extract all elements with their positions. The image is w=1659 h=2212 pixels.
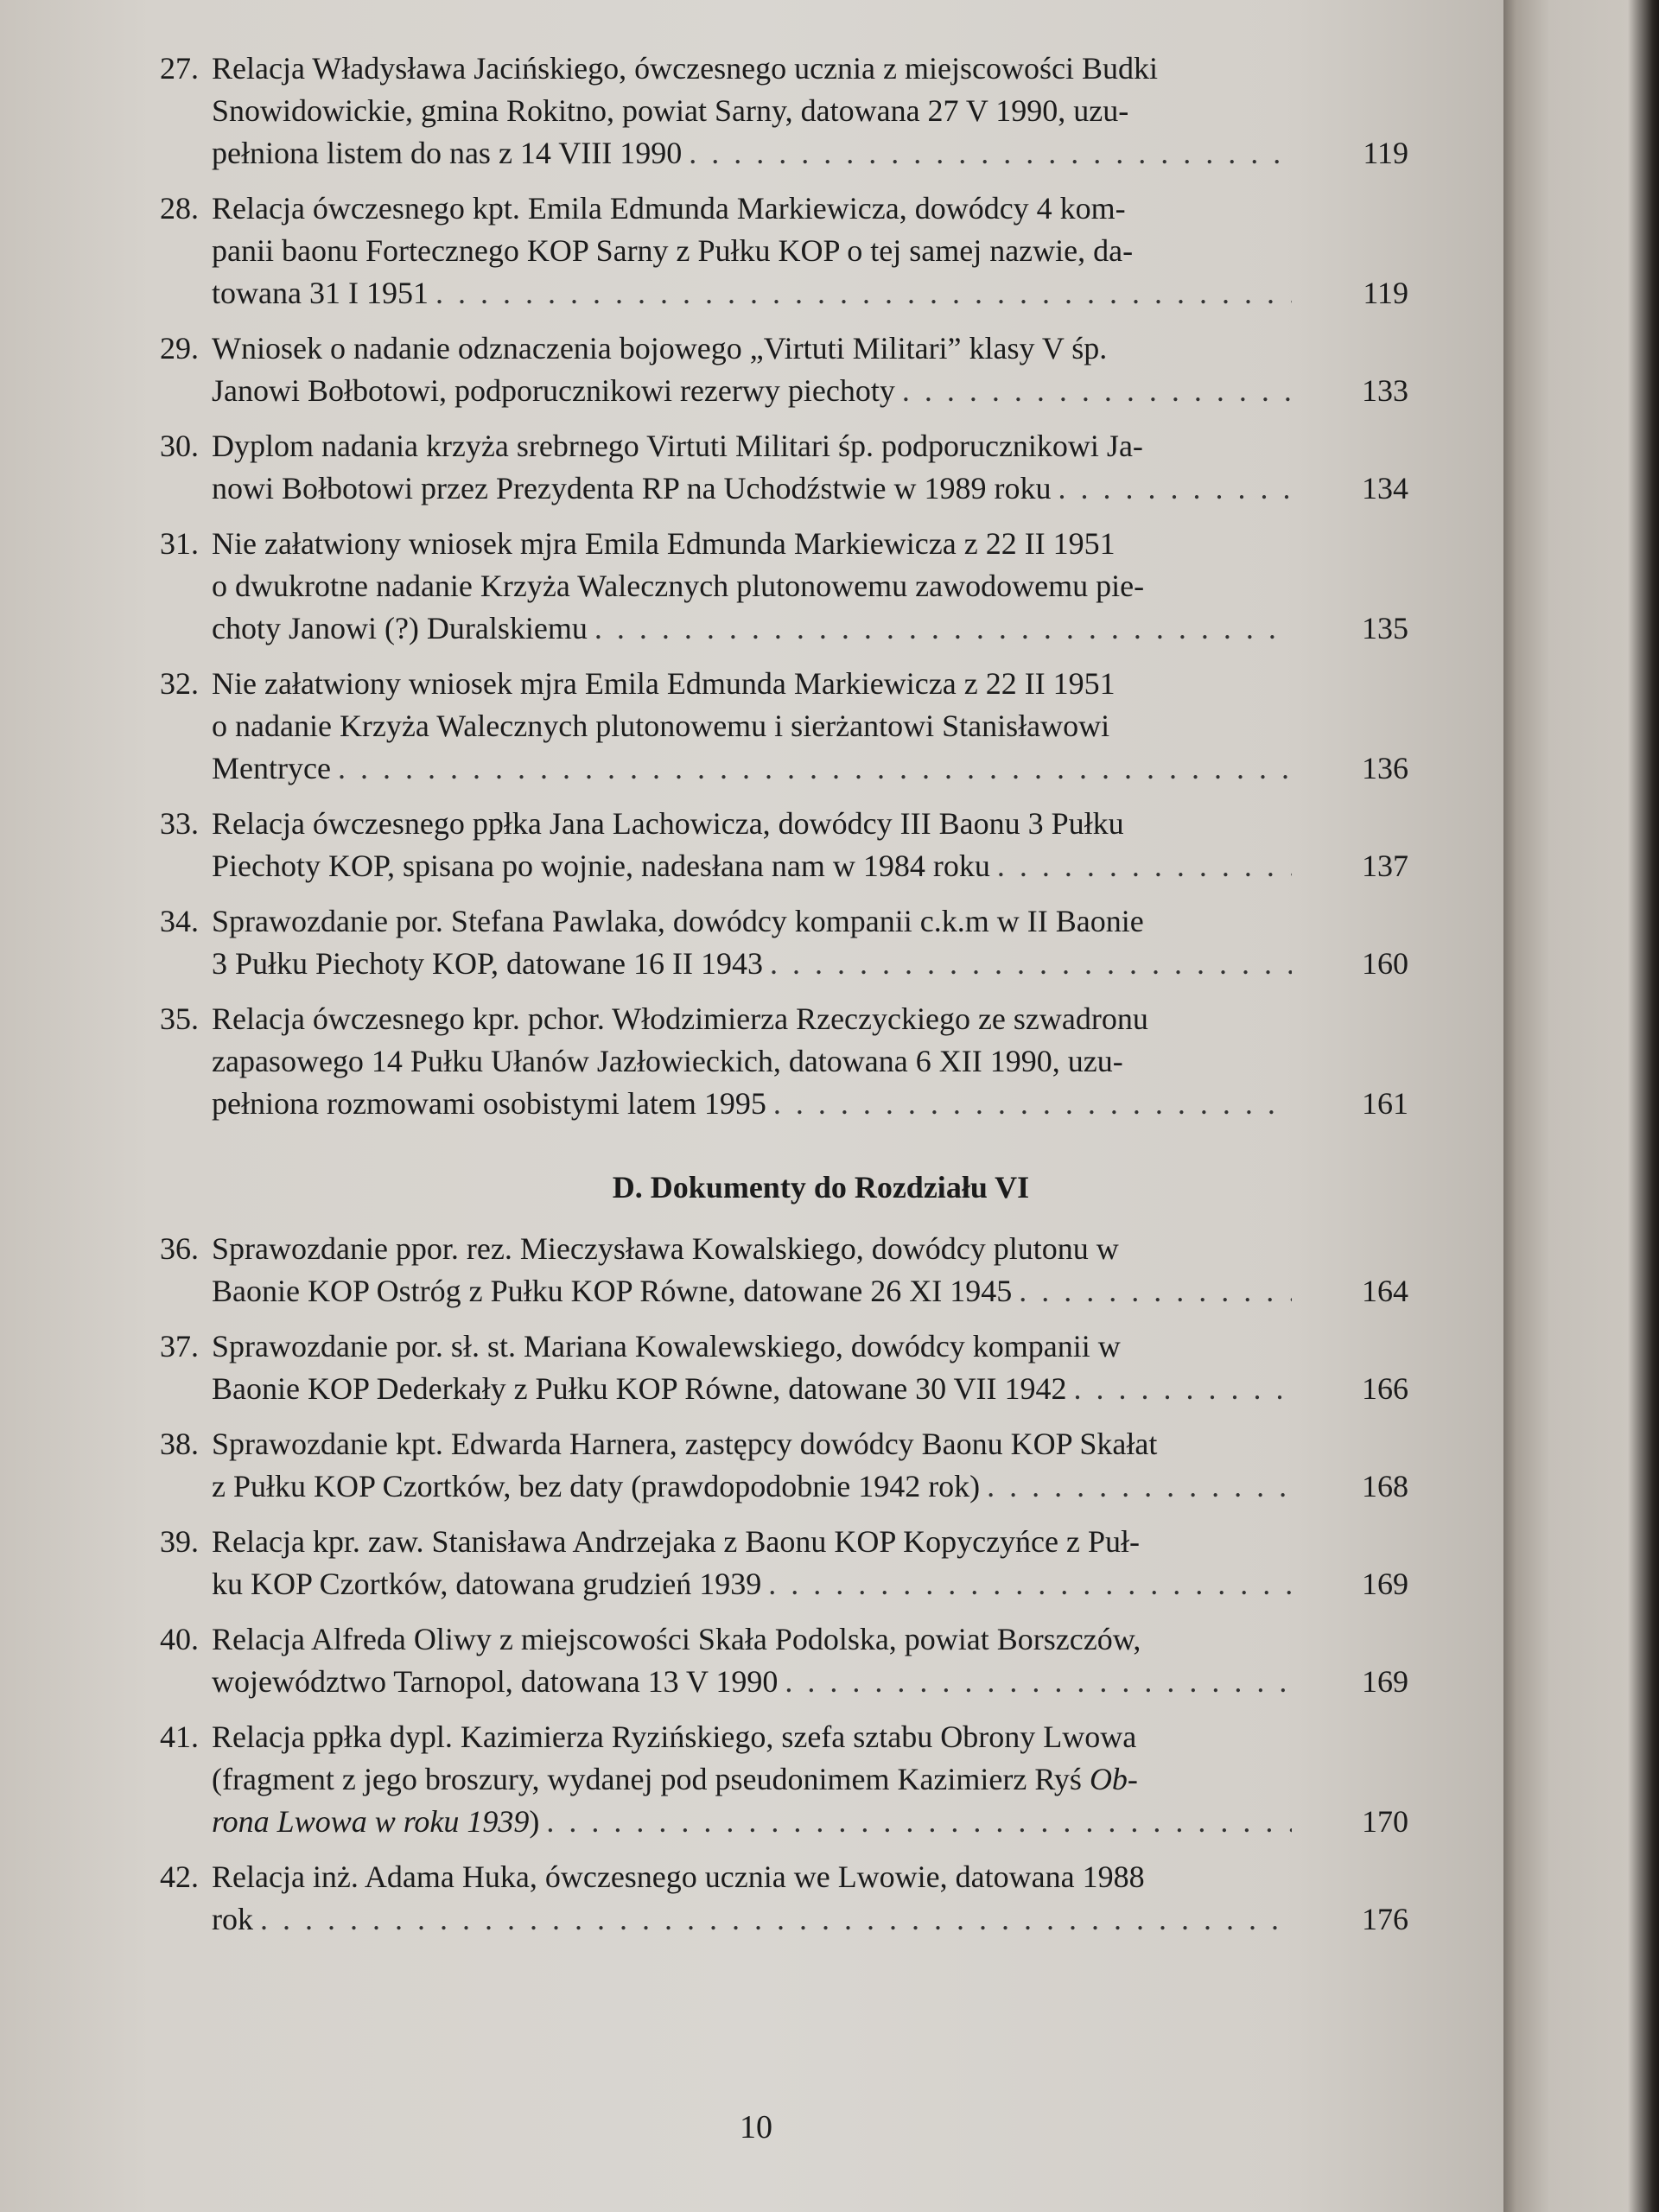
entry-line: Wniosek o nadanie odznaczenia bojowego „Virtuti Militari” klasy V śp. [212,331,1108,365]
dot-leader [594,607,1292,650]
entry-line: z Pułku KOP Czortków, bez daty (prawdopodobnie 1942 rok) [212,1469,981,1503]
entry-line-italic: Ob- [1089,1762,1138,1796]
toc-entry-36 [130,1228,1408,1313]
entry-number: 27. [160,51,199,86]
entry-page-number: 176 [1362,1902,1408,1936]
dot-leader [546,1801,1292,1843]
entry-text [212,803,1292,887]
entry-page-number: 166 [1362,1371,1408,1406]
entry-text [212,425,1292,510]
toc-entry-41 [130,1716,1408,1843]
dot-leader [1074,1368,1292,1410]
entry-line: Sprawozdanie ppor. rez. Mieczysława Kowalskiego, dowódcy plutonu w [212,1231,1119,1266]
entry-line: o nadanie Krzyża Walecznych plutonowemu i sierżantowi Stanisławowi [212,709,1110,743]
entry-number: 33. [160,806,199,841]
entry-text [212,1228,1292,1313]
dot-leader [902,370,1292,412]
entry-text [212,523,1292,650]
entry-line-italic: rona Lwowa w roku 1939 [212,1804,530,1839]
entry-number: 37. [160,1329,199,1363]
dot-leader [770,943,1292,985]
entry-number: 40. [160,1622,199,1656]
entry-line: województwo Tarnopol, datowana 13 V 1990 [212,1664,779,1699]
entry-line: Sprawozdanie por. Stefana Pawlaka, dowódcy kompanii c.k.m w II Baonie [212,904,1144,938]
entry-line: Relacja ówczesnego kpr. pchor. Włodzimierza Rzeczyckiego ze szwadronu [212,1001,1148,1036]
entry-text [212,1716,1292,1843]
entry-line: pełniona listem do nas z 14 VIII 1990 [212,136,683,170]
toc-entry-34 [130,900,1408,985]
dot-leader [1058,467,1292,510]
entry-page-number: 160 [1362,946,1408,981]
toc-entry-33 [130,803,1408,887]
entry-line [212,1758,1138,1801]
toc-entry-30 [130,425,1408,510]
entry-line: Relacja Alfreda Oliwy z miejscowości Skała Podolska, powiat Borszczów, [212,1622,1141,1656]
dot-leader [260,1898,1292,1941]
entry-number: 35. [160,1001,199,1036]
entry-text [212,1856,1292,1941]
entry-page-number: 133 [1362,373,1408,408]
entry-line: Nie załatwiony wniosek mjra Emila Edmunda Markiewicza z 22 II 1951 [212,666,1116,701]
entry-line: Relacja ppłka dypl. Kazimierza Ryzińskiego, szefa sztabu Obrony Lwowa [212,1719,1137,1754]
entry-page-number: 170 [1362,1804,1408,1839]
dot-leader [768,1563,1292,1605]
entry-line: rok [212,1902,253,1936]
entry-line: panii baonu Fortecznego KOP Sarny z Pułku KOP o tej samej nazwie, da- [212,233,1134,268]
entry-page-number: 135 [1362,611,1408,645]
entry-line: towana 31 I 1951 [212,276,429,310]
entry-line: Relacja inż. Adama Huka, ówczesnego ucznia we Lwowie, datowana 1988 [212,1859,1145,1894]
entry-line: Relacja ówczesnego kpt. Emila Edmunda Markiewicza, dowódcy 4 kom- [212,191,1126,226]
entry-line: Baonie KOP Ostróg z Pułku KOP Równe, datowane 26 XI 1945 [212,1274,1013,1308]
entry-line: Baonie KOP Dederkały z Pułku KOP Równe, datowane 30 VII 1942 [212,1371,1067,1406]
toc-entry-29 [130,327,1408,412]
toc-entry-40 [130,1618,1408,1703]
entry-line: zapasowego 14 Pułku Ułanów Jazłowieckich, datowana 6 XII 1990, uzu- [212,1044,1123,1078]
entry-line: Relacja Władysława Jacińskiego, ówczesnego ucznia z miejscowości Budki [212,51,1158,86]
entry-page-number: 136 [1362,751,1408,785]
entry-line: Janowi Bołbotowi, podporucznikowi rezerwy piechoty [212,373,895,408]
entry-text [212,900,1292,985]
dot-leader [785,1661,1292,1703]
entry-line-plain: ) [529,1804,540,1839]
toc-entry-28 [130,188,1408,315]
entry-number: 29. [160,331,199,365]
entry-page-number: 168 [1362,1469,1408,1503]
toc-entry-39 [130,1521,1408,1605]
entry-page-number: 169 [1362,1664,1408,1699]
entry-line: Dyplom nadania krzyża srebrnego Virtuti Militari śp. podporucznikowi Ja- [212,429,1143,463]
entry-text [212,327,1292,412]
dot-leader [987,1465,1292,1508]
book-spine [1503,0,1659,2212]
table-of-contents [130,48,1408,1954]
entry-text [212,1618,1292,1703]
entry-text [212,1521,1292,1605]
entry-number: 36. [160,1231,199,1266]
entry-line [212,1801,539,1843]
entry-line: o dwukrotne nadanie Krzyża Walecznych plutonowemu zawodowemu pie- [212,569,1145,603]
entry-text [212,663,1292,790]
entry-page-number: 161 [1362,1086,1408,1121]
entry-line: Sprawozdanie kpt. Edwarda Harnera, zastępcy dowódcy Baonu KOP Skałat [212,1427,1158,1461]
dot-leader [689,132,1292,175]
entry-number: 32. [160,666,199,701]
toc-entry-38 [130,1423,1408,1508]
entry-line: Snowidowickie, gmina Rokitno, powiat Sarny, datowana 27 V 1990, uzu- [212,93,1129,128]
toc-entry-37 [130,1325,1408,1410]
entry-number: 30. [160,429,199,463]
entry-number: 42. [160,1859,199,1894]
section-heading: D. Dokumenty do Rozdziału VI [612,1170,1030,1205]
toc-entry-32 [130,663,1408,790]
entry-page-number: 134 [1362,471,1408,505]
entry-line: choty Janowi (?) Duralskiemu [212,611,588,645]
entry-number: 28. [160,191,199,226]
entry-text [212,1325,1292,1410]
toc-entry-27 [130,48,1408,175]
dot-leader [773,1083,1292,1125]
entry-line: Relacja ówczesnego ppłka Jana Lachowicza, dowódcy III Baonu 3 Pułku [212,806,1124,841]
entry-line: pełniona rozmowami osobistymi latem 1995 [212,1086,766,1121]
entry-line: Nie załatwiony wniosek mjra Emila Edmunda Markiewicza z 22 II 1951 [212,526,1116,561]
entry-number: 34. [160,904,199,938]
toc-entry-31 [130,523,1408,650]
entry-text [212,188,1292,315]
dot-leader [997,845,1292,887]
dot-leader [1019,1270,1292,1313]
entry-page-number: 119 [1363,136,1408,170]
entry-number: 38. [160,1427,199,1461]
page-footer-number: 10 [740,2109,772,2145]
entry-text [212,998,1292,1125]
entry-page-number: 164 [1362,1274,1408,1308]
entry-page-number: 119 [1363,276,1408,310]
entry-text [212,1423,1292,1508]
entry-number: 39. [160,1524,199,1559]
entry-line: Relacja kpr. zaw. Stanisława Andrzejaka z Baonu KOP Kopyczyńce z Puł- [212,1524,1140,1559]
entry-line: Sprawozdanie por. sł. st. Mariana Kowalewskiego, dowódcy kompanii w [212,1329,1121,1363]
entry-line: Mentryce [212,751,331,785]
entry-line: nowi Bołbotowi przez Prezydenta RP na Uchodźstwie w 1989 roku [212,471,1052,505]
toc-entry-42 [130,1856,1408,1941]
entry-line-plain: (fragment z jego broszury, wydanej pod pseudonimem Kazimierz Ryś [212,1762,1090,1796]
entry-number: 41. [160,1719,199,1754]
entry-text [212,48,1292,175]
entry-page-number: 169 [1362,1567,1408,1601]
entry-page-number: 137 [1362,849,1408,883]
dot-leader [435,272,1292,315]
entry-number: 31. [160,526,199,561]
entry-line: 3 Pułku Piechoty KOP, datowane 16 II 1943 [212,946,763,981]
entry-line: Piechoty KOP, spisana po wojnie, nadesłana nam w 1984 roku [212,849,990,883]
dot-leader [338,747,1292,790]
toc-entry-35 [130,998,1408,1125]
entry-line: ku KOP Czortków, datowana grudzień 1939 [212,1567,762,1601]
